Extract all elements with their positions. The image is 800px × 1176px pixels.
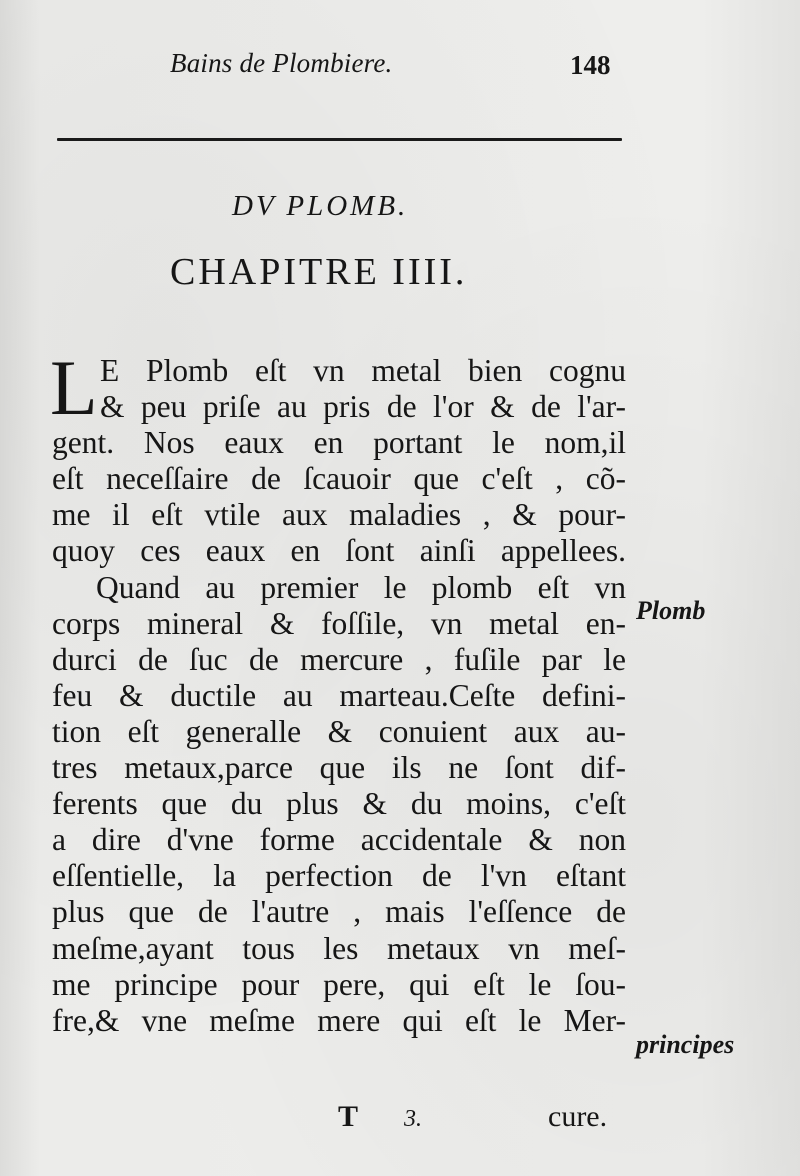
text-line: E Plomb eſt vn metal bien cognu: [100, 353, 626, 388]
chapter-title: CHAPITRE IIII.: [170, 251, 468, 293]
text-line: quoy ces eaux en ſont ainſi appellees.: [52, 533, 626, 569]
text-line: & peu priſe au pris de l'or & de l'ar-: [100, 389, 626, 425]
signature-number: 3.: [404, 1106, 422, 1132]
body-text: [50, 344, 626, 1039]
text-line: meſme,ayant tous les metaux vn meſ-: [52, 930, 626, 966]
text-line: gent. Nos eaux en portant le nom,il: [52, 425, 626, 461]
header-rule: [57, 138, 622, 141]
text-line: corps mineral & foſſile, vn metal en-: [52, 605, 626, 641]
text-line: fre,& vne meſme mere qui eſt le Mer-: [52, 1002, 626, 1038]
page-number: 148: [570, 50, 611, 80]
text-line: plus que de l'autre , mais l'eſſence de: [52, 894, 626, 930]
text-line: tres metaux,parce que ils ne ſont dif-: [52, 750, 626, 786]
text-line: me principe pour pere, qui eſt le ſou-: [52, 966, 626, 1002]
text-line: eſt neceſſaire de ſcauoir que c'eſt , cõ-: [52, 461, 626, 497]
signature-mark: T: [338, 1100, 359, 1133]
drop-cap: L: [50, 344, 98, 431]
margin-note-principes: principes: [636, 1030, 735, 1059]
catchword: cure.: [548, 1100, 608, 1133]
text-line: eſſentielle, la perfection de l'vn eſtant: [52, 858, 626, 894]
section-title: DV PLOMB.: [232, 190, 409, 222]
text-line: tion eſt generalle & conuient aux au-: [52, 713, 626, 749]
text-line: durci de ſuc de mercure , fuſile par le: [52, 641, 626, 677]
text-line: Quand au premier le plomb eſt vn: [96, 569, 626, 605]
margin-note-plomb: Plomb: [636, 596, 706, 625]
text-line: ferents que du plus & du moins, c'eſt: [52, 786, 626, 822]
running-title: Bains de Plombiere.: [170, 48, 393, 78]
text-line: me il eſt vtile aux maladies , & pour-: [52, 497, 626, 533]
text-line: a dire d'vne forme accidentale & non: [52, 822, 626, 858]
text-line: feu & ductile au marteau.Ceſte defini-: [52, 677, 626, 713]
